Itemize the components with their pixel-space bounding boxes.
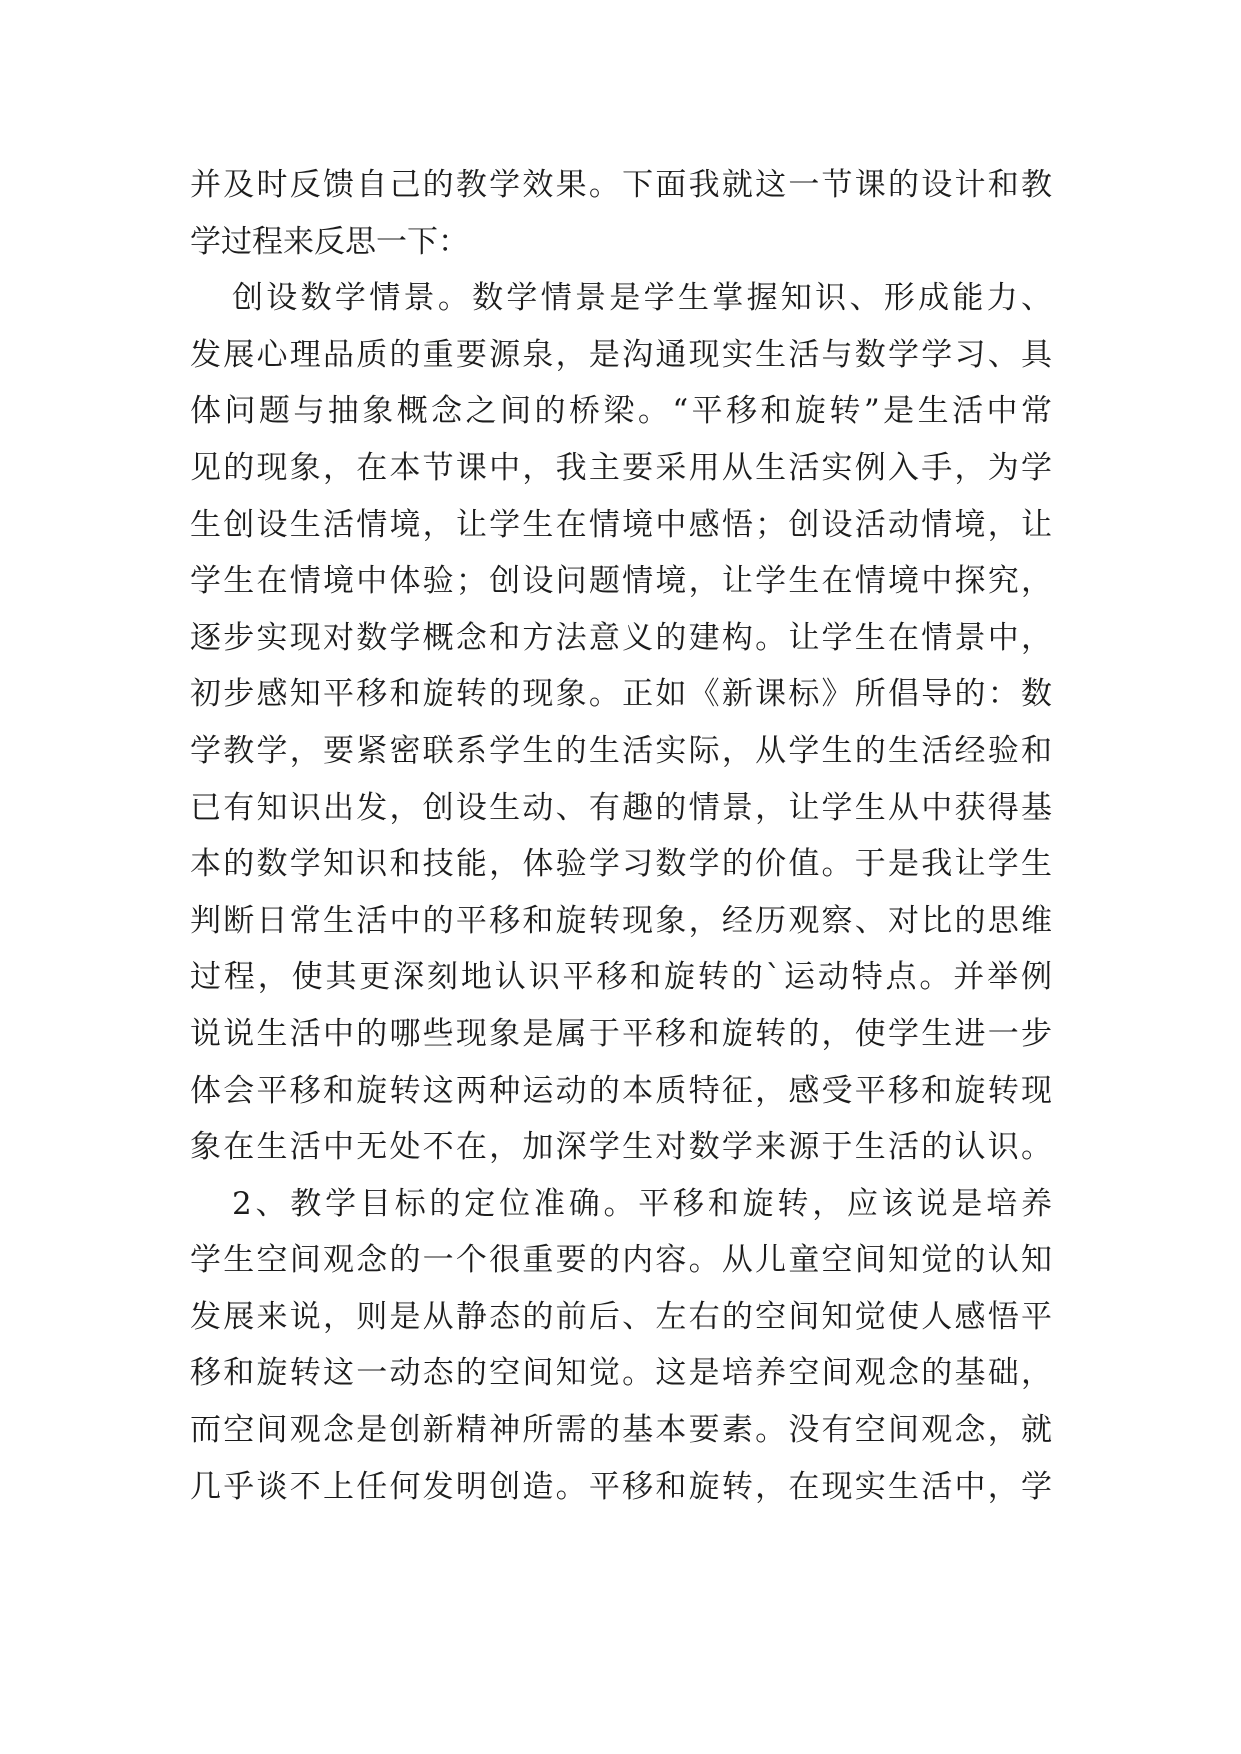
- text-line: 学过程来反思一下：: [190, 223, 469, 260]
- text-line: 而空间观念是创新精神所需的基本要素。没有空间观念，就: [190, 1412, 1052, 1449]
- text-line: 2、教学目标的定位准确。平移和旋转，应该说是培养: [232, 1185, 1052, 1222]
- text-line: 发展心理品质的重要源泉，是沟通现实生活与数学学习、具: [190, 336, 1052, 373]
- text-line: 发展来说，则是从静态的前后、左右的空间知觉使人感悟平: [190, 1298, 1052, 1335]
- body-text: [190, 157, 1052, 1515]
- text-line: 并及时反馈自己的教学效果。下面我就这一节课的设计和教: [190, 167, 1052, 203]
- text-line: 初步感知平移和旋转的现象。正如《新课标》所倡导的：数: [190, 676, 1052, 713]
- text-line: 体问题与抽象概念之间的桥梁。“平移和旋转”是生活中常: [190, 393, 1052, 430]
- paragraph-math-scenario: [190, 270, 1052, 1176]
- text-line: 见的现象，在本节课中，我主要采用从生活实例入手，为学: [190, 449, 1052, 486]
- text-line: 学生空间观念的一个很重要的内容。从儿童空间知觉的认知: [190, 1242, 1052, 1279]
- text-line: 学教学，要紧密联系学生的生活实际，从学生的生活经验和: [190, 732, 1052, 769]
- text-line: 移和旋转这一动态的空间知觉。这是培养空间观念的基础，: [190, 1355, 1052, 1392]
- text-line: 判断日常生活中的平移和旋转现象，经历观察、对比的思维: [190, 902, 1052, 939]
- text-line: 逐步实现对数学概念和方法意义的建构。让学生在情景中，: [190, 619, 1052, 656]
- text-line: 象在生活中无处不在，加深学生对数学来源于生活的认识。: [190, 1129, 1052, 1166]
- text-line: 创设数学情景。数学情景是学生掌握知识、形成能力、: [232, 280, 1052, 317]
- text-line: 学生在情境中体验；创设问题情境，让学生在情境中探究，: [190, 563, 1052, 600]
- text-line: 生创设生活情境，让学生在情境中感悟；创设活动情境，让: [190, 506, 1052, 543]
- text-line: 已有知识出发，创设生动、有趣的情景，让学生从中获得基: [190, 789, 1052, 826]
- text-line: 说说生活中的哪些现象是属于平移和旋转的，使学生进一步: [190, 1015, 1052, 1052]
- text-line: 几乎谈不上任何发明创造。平移和旋转，在现实生活中，学: [190, 1468, 1052, 1505]
- paragraph-teaching-goals: [190, 1176, 1052, 1516]
- text-line: 体会平移和旋转这两种运动的本质特征，感受平移和旋转现: [190, 1072, 1052, 1109]
- text-line: 过程，使其更深刻地认识平移和旋转的`运动特点。并举例: [190, 959, 1052, 996]
- text-line: 本的数学知识和技能，体验学习数学的价值。于是我让学生: [190, 846, 1052, 883]
- paragraph-continuation: [190, 157, 1052, 270]
